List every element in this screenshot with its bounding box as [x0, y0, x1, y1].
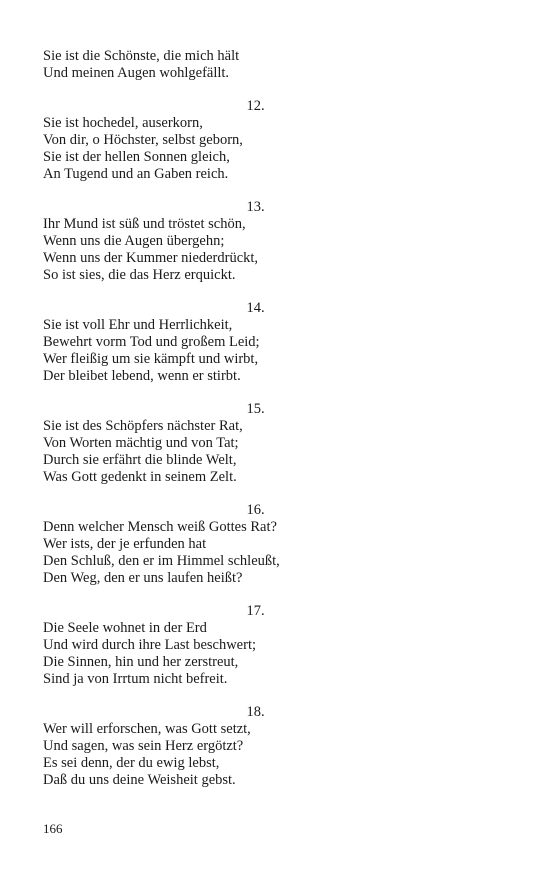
poem-line: Wenn uns die Augen übergehn;: [43, 233, 225, 249]
stanza-14: [43, 300, 513, 385]
stanza-12: [43, 98, 513, 183]
poem-line: Und meinen Augen wohlgefällt.: [43, 65, 230, 81]
poem-line: Den Weg, den er uns laufen heißt?: [43, 570, 243, 586]
stanza-number-text: 18.: [246, 704, 265, 720]
poem-line: Der bleibet lebend, wenn er stirbt.: [43, 368, 241, 384]
poem-line: Sie ist die Schönste, die mich hält: [43, 48, 240, 64]
poem-line: Wer ists, der je erfunden hat: [43, 536, 207, 552]
poem-line: Denn welcher Mensch weiß Gottes Rat?: [43, 519, 277, 535]
poem-line: Sie ist voll Ehr und Herrlichkeit,: [43, 317, 233, 333]
stanza-18: [43, 704, 513, 789]
stanza-number-text: 14.: [246, 300, 265, 316]
stanza-number: [43, 401, 468, 418]
poem-line: Wer will erforschen, was Gott setzt,: [43, 721, 251, 737]
stanza-number: [43, 199, 468, 216]
poem-line: Sie ist des Schöpfers nächster Rat,: [43, 418, 243, 434]
stanza-number-text: 16.: [246, 502, 265, 518]
poem-line: Ihr Mund ist süß und tröstet schön,: [43, 216, 246, 232]
stanza-number: [43, 502, 468, 519]
poem-line: Von Worten mächtig und von Tat;: [43, 435, 239, 451]
poem-line: Sind ja von Irrtum nicht befreit.: [43, 671, 228, 687]
stanza-number-text: 12.: [246, 98, 265, 114]
poem-line: Sie ist hochedel, auserkorn,: [43, 115, 203, 131]
stanza-number: [43, 300, 468, 317]
poem-line: Wer fleißig um sie kämpft und wirbt,: [43, 351, 259, 367]
stanza-number: [43, 98, 468, 115]
poem-line: Die Sinnen, hin und her zerstreut,: [43, 654, 239, 670]
stanza-16: [43, 502, 513, 587]
poem-line: Es sei denn, der du ewig lebst,: [43, 755, 220, 771]
poem-line: An Tugend und an Gaben reich.: [43, 166, 229, 182]
poem-line: Durch sie erfährt die blinde Welt,: [43, 452, 237, 468]
poem-line: Den Schluß, den er im Himmel schleußt,: [43, 553, 280, 569]
stanza-number: [43, 603, 468, 620]
page-number: 166: [43, 821, 63, 836]
poem-line: Von dir, o Höchster, selbst geborn,: [43, 132, 243, 148]
stanza-15: [43, 401, 513, 486]
poem-line: Wenn uns der Kummer niederdrückt,: [43, 250, 259, 266]
stanza-17: [43, 603, 513, 688]
poem-page: [43, 48, 513, 805]
stanza-number-text: 15.: [246, 401, 265, 417]
poem-line: Bewehrt vorm Tod und großem Leid;: [43, 334, 260, 350]
poem-line: Daß du uns deine Weisheit gebst.: [43, 772, 236, 788]
poem-line: Was Gott gedenkt in seinem Zelt.: [43, 469, 237, 485]
poem-line: Sie ist der hellen Sonnen gleich,: [43, 149, 230, 165]
intro-lines: [43, 48, 513, 82]
stanza-number-text: 13.: [246, 199, 265, 215]
poem-line: So ist sies, die das Herz erquickt.: [43, 267, 236, 283]
poem-line: Die Seele wohnet in der Erd: [43, 620, 207, 636]
stanza-13: [43, 199, 513, 284]
poem-line: Und wird durch ihre Last beschwert;: [43, 637, 257, 653]
stanza-number: [43, 704, 468, 721]
poem-line: Und sagen, was sein Herz ergötzt?: [43, 738, 244, 754]
stanza-number-text: 17.: [246, 603, 265, 619]
